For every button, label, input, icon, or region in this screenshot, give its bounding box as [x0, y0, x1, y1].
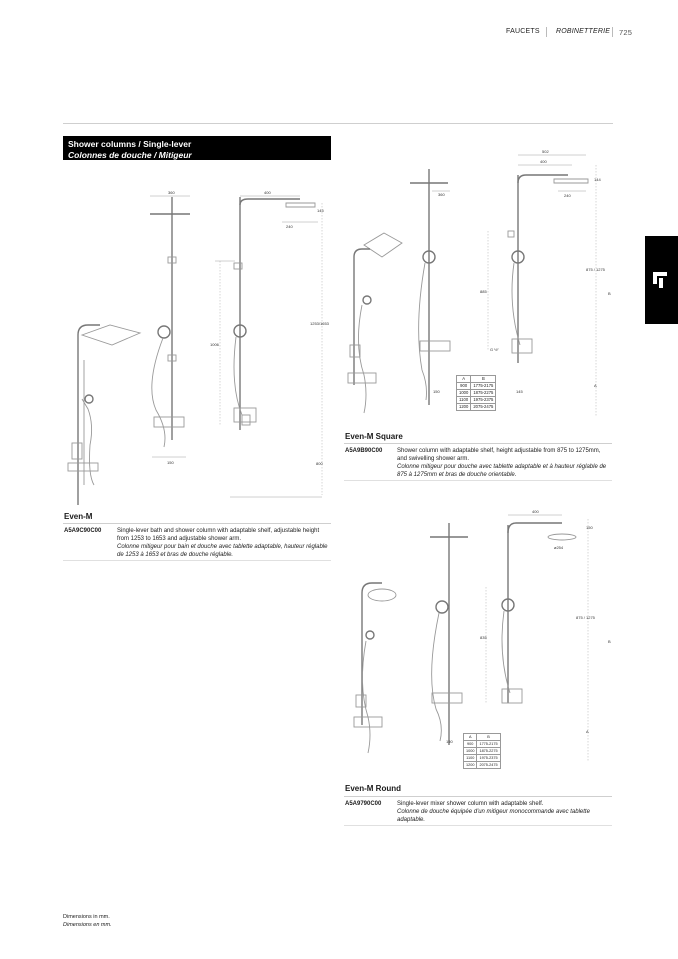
header-separator: [546, 27, 547, 37]
product-title-even-m-round: Even-M Round: [345, 784, 401, 793]
svg-text:240: 240: [564, 193, 571, 198]
svg-text:360: 360: [438, 192, 445, 197]
header-category-en: FAUCETS: [506, 28, 540, 35]
svg-text:400: 400: [540, 159, 547, 164]
svg-text:1006: 1006: [210, 342, 219, 347]
header-category-fr: ROBINETTERIE: [556, 28, 611, 35]
header-rule: [63, 123, 613, 124]
svg-text:145: 145: [516, 389, 523, 394]
even-m-square-table: [456, 375, 496, 411]
section-title-en: Shower columns / Single-lever: [68, 139, 192, 149]
even-m-round-perspective: [354, 583, 396, 753]
even-m-round-side: [480, 509, 611, 761]
svg-text:502: 502: [542, 149, 549, 154]
product-desc-en: Shower column with adaptable shelf, height adjustable from 875 to 1275mm, and swivelling shower arm.: [397, 448, 601, 462]
footer-note-fr: Dimensions en mm.: [63, 921, 112, 928]
even-m-square-side: [480, 149, 611, 417]
table-row: 1000 1875-2275: [464, 748, 501, 755]
product-code-even-m-round: A5A9790C00: [345, 801, 382, 807]
section-title-fr: Colonnes de douche / Mitigeur: [68, 150, 192, 160]
table-row: 1100 1975-2375: [457, 397, 496, 404]
svg-text:875 / 1275: 875 / 1275: [586, 267, 605, 272]
table-row: 900 1775-2175: [464, 741, 501, 748]
product-desc-even-m-square: [397, 447, 610, 479]
product-title-even-m-square: Even-M Square: [345, 432, 403, 441]
product-desc-en: Single-lever mixer shower column with adaptable shelf.: [397, 801, 544, 807]
table-row: 1200 2075-2475: [457, 404, 496, 411]
svg-text:885: 885: [480, 289, 487, 294]
tap-icon: [645, 236, 678, 324]
svg-text:ø254: ø254: [554, 545, 564, 550]
product-rule: [63, 560, 331, 561]
product-desc-even-m: [117, 527, 332, 559]
svg-text:400: 400: [264, 190, 271, 195]
product-code-even-m: A5A9C90C00: [64, 528, 102, 534]
svg-text:145: 145: [317, 208, 324, 213]
page-number: 725: [619, 28, 633, 37]
even-m-square-front: [410, 169, 450, 405]
svg-text:B: B: [608, 639, 611, 644]
svg-text:150: 150: [446, 739, 453, 744]
svg-text:800: 800: [316, 461, 323, 466]
table-header: A: [457, 376, 471, 383]
even-m-drawings: [60, 185, 335, 505]
svg-text:144: 144: [594, 177, 601, 182]
product-rule: [344, 480, 612, 481]
product-desc-en: Single-lever bath and shower column with adaptable shelf, adjustable height from 1253 to 1653 and adjustable shower arm.: [117, 528, 320, 542]
table-row: 900 1775-2175: [457, 383, 496, 390]
footer-note: [63, 914, 112, 929]
product-code-even-m-square: A5A9B90C00: [345, 448, 383, 454]
product-rule: [344, 796, 612, 797]
product-rule: [344, 825, 612, 826]
svg-text:150: 150: [433, 389, 440, 394]
svg-text:1253/1653: 1253/1653: [310, 321, 329, 326]
svg-text:B: B: [608, 291, 611, 296]
table-header: B: [477, 734, 500, 741]
footer-note-en: Dimensions in mm.: [63, 914, 110, 920]
even-m-perspective: [68, 325, 140, 505]
header-separator: [612, 27, 613, 37]
product-desc-fr: Colonne mitigeur pour bain et douche avec tablette adaptable, hauteur réglable de 1253 à 1653 et bras de douche réglable.: [117, 544, 328, 558]
even-m-round-table: [463, 733, 501, 769]
svg-text:400: 400: [532, 509, 539, 514]
svg-text:A: A: [586, 729, 589, 734]
product-title-even-m: Even-M: [64, 512, 93, 521]
even-m-front: [150, 190, 190, 465]
even-m-side: [210, 190, 330, 497]
product-rule: [63, 523, 331, 524]
svg-text:G ½": G ½": [490, 347, 499, 352]
section-title-bar: [63, 136, 331, 160]
svg-text:A: A: [594, 383, 597, 388]
svg-text:835: 835: [480, 635, 487, 640]
svg-text:240: 240: [286, 224, 293, 229]
table-row: 1200 2075-2475: [464, 762, 501, 769]
svg-text:150: 150: [586, 525, 593, 530]
table-row: 1000 1875-2275: [457, 390, 496, 397]
product-rule: [344, 443, 612, 444]
svg-text:360: 360: [168, 190, 175, 195]
svg-text:875 / 1275: 875 / 1275: [576, 615, 595, 620]
svg-text:150: 150: [167, 460, 174, 465]
even-m-round-front: [430, 523, 468, 745]
section-side-tab: [645, 236, 678, 324]
table-header: A: [464, 734, 477, 741]
product-desc-even-m-round: [397, 800, 610, 824]
product-desc-fr: Colonne mitigeur pour douche avec tablette adaptable et à hauteur réglable de 875 à 1275mm et bras de douche orientable.: [397, 464, 607, 478]
even-m-square-perspective: [348, 233, 402, 413]
product-desc-fr: Colonne de douche équipée d'un mitigeur monocommande avec tablette adaptable.: [397, 809, 590, 823]
table-row: 1100 1975-2375: [464, 755, 501, 762]
table-header: B: [471, 376, 496, 383]
